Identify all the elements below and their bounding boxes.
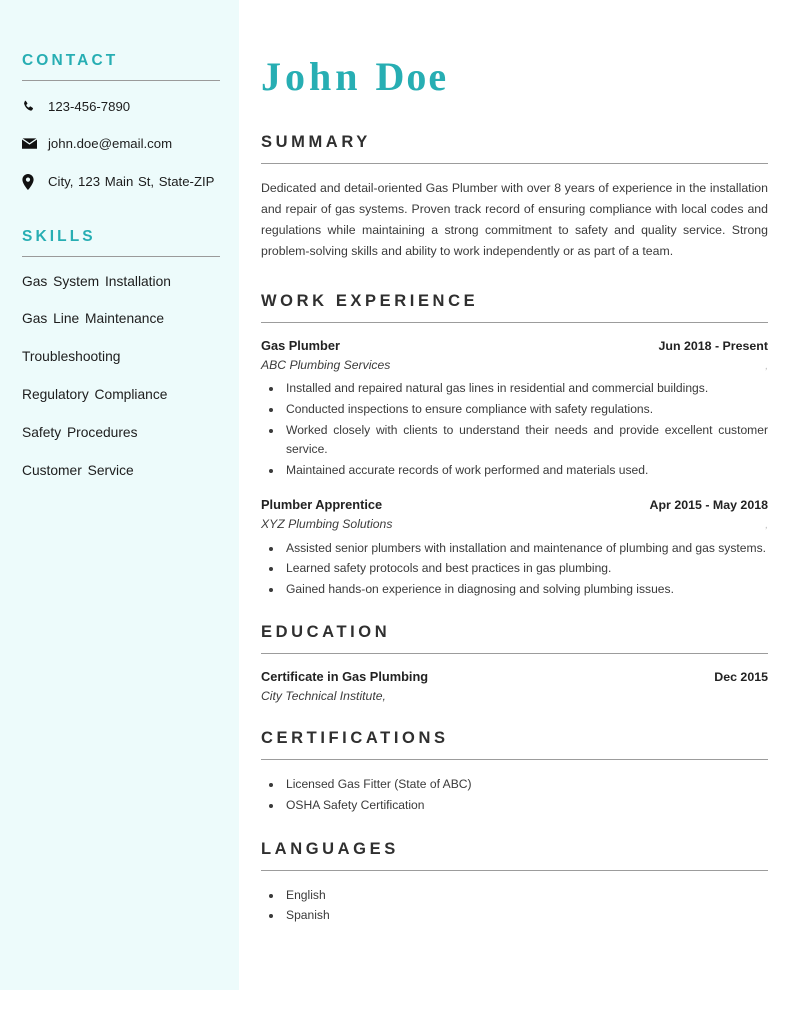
education-entry-subheader	[261, 687, 768, 705]
work-entry-header	[261, 337, 768, 356]
school-name: City Technical Institute,	[261, 689, 386, 704]
contact-item-email	[22, 134, 221, 154]
certification-item: • Licensed Gas Fitter (State of ABC)	[283, 774, 768, 795]
job-title: Plumber Apprentice	[261, 497, 383, 513]
work-entry-subheader	[261, 515, 768, 533]
work-entry	[261, 337, 768, 480]
job-bullet: • Installed and repaired natural gas lines in residential and commercial buildings.	[283, 379, 768, 399]
certification-item: • OSHA Safety Certification	[283, 795, 768, 816]
summary-section	[261, 133, 768, 262]
education-entry	[261, 668, 768, 705]
skill-item: Gas Line Maintenance	[22, 311, 165, 327]
job-bullet: • Maintained accurate records of work performed and materials used.	[283, 461, 768, 481]
job-bullet-list	[261, 379, 768, 480]
skills-heading: SKILLS	[22, 227, 96, 245]
work-entry-header	[261, 496, 768, 515]
skills-section	[22, 228, 221, 480]
job-bullet: • Learned safety protocols and best practices in gas plumbing.	[283, 559, 768, 579]
map-pin-icon	[22, 174, 48, 190]
job-location: ,	[765, 361, 768, 373]
contact-section	[22, 52, 221, 192]
education-section	[261, 623, 768, 705]
job-date: Jun 2018 - Present	[658, 339, 768, 354]
contact-email-value[interactable]: john.doe@email.com	[48, 136, 173, 152]
skill-item: Troubleshooting	[22, 349, 121, 365]
first-name: John	[261, 54, 362, 99]
languages-section	[261, 840, 768, 926]
main-content	[239, 0, 791, 926]
language-item: • English	[283, 885, 768, 906]
work-experience-section	[261, 292, 768, 599]
skill-item: Gas System Installation	[22, 273, 171, 289]
languages-heading: LANGUAGES	[261, 839, 399, 858]
work-experience-heading: WORK EXPERIENCE	[261, 292, 479, 311]
education-date: Dec 2015	[714, 670, 768, 685]
job-location: ,	[765, 520, 768, 532]
education-entry-header	[261, 668, 768, 687]
certifications-section	[261, 729, 768, 815]
summary-divider	[261, 163, 768, 164]
summary-heading: SUMMARY	[261, 133, 371, 151]
languages-divider	[261, 870, 768, 871]
job-bullet: • Worked closely with clients to understand their needs and provide excellent customer service.	[283, 421, 768, 460]
job-bullet: • Conducted inspections to ensure compliance with safety regulations.	[283, 400, 768, 420]
contact-item-phone	[22, 97, 221, 117]
skills-divider	[22, 256, 220, 257]
degree-title: Certificate in Gas Plumbing	[261, 669, 429, 685]
skill-item: Customer Service	[22, 463, 134, 479]
job-bullet: • Gained hands-on experience in diagnosing and solving plumbing issues.	[283, 580, 768, 600]
sidebar	[0, 0, 239, 990]
skill-item: Safety Procedures	[22, 425, 138, 441]
envelope-icon	[22, 138, 48, 150]
contact-item-address	[22, 172, 221, 192]
job-bullet: • Assisted senior plumbers with installation and maintenance of plumbing and gas systems.	[283, 539, 768, 559]
languages-list	[261, 885, 768, 927]
contact-divider	[22, 80, 220, 81]
work-experience-divider	[261, 322, 768, 323]
candidate-name	[261, 55, 768, 99]
certifications-list	[261, 774, 768, 816]
contact-phone-value[interactable]: 123-456-7890	[48, 98, 131, 114]
summary-text: Dedicated and detail-oriented Gas Plumber with over 8 years of experience in the installation and repair of gas systems. Proven track record of ensuring compliance with local codes and regulations while maintaining a strong commitment to safety and quality service. Strong problem-solving skills and ability to work independently or as part of a team.	[261, 180, 768, 259]
contact-heading: CONTACT	[22, 52, 119, 69]
last-name: Doe	[375, 54, 449, 99]
certifications-divider	[261, 759, 768, 760]
phone-icon	[22, 100, 48, 114]
job-date: Apr 2015 - May 2018	[649, 498, 768, 513]
work-entry	[261, 496, 768, 599]
language-item: • Spanish	[283, 905, 768, 926]
contact-address-value[interactable]: City, 123 Main St, State-ZIP	[48, 173, 215, 189]
job-bullet-list	[261, 539, 768, 600]
job-title: Gas Plumber	[261, 338, 340, 354]
certifications-heading: CERTIFICATIONS	[261, 729, 449, 748]
education-divider	[261, 653, 768, 654]
education-heading: EDUCATION	[261, 623, 391, 642]
company-name: XYZ Plumbing Solutions	[261, 517, 393, 532]
skill-item: Regulatory Compliance	[22, 387, 168, 403]
work-entry-subheader	[261, 356, 768, 374]
company-name: ABC Plumbing Services	[261, 358, 391, 373]
